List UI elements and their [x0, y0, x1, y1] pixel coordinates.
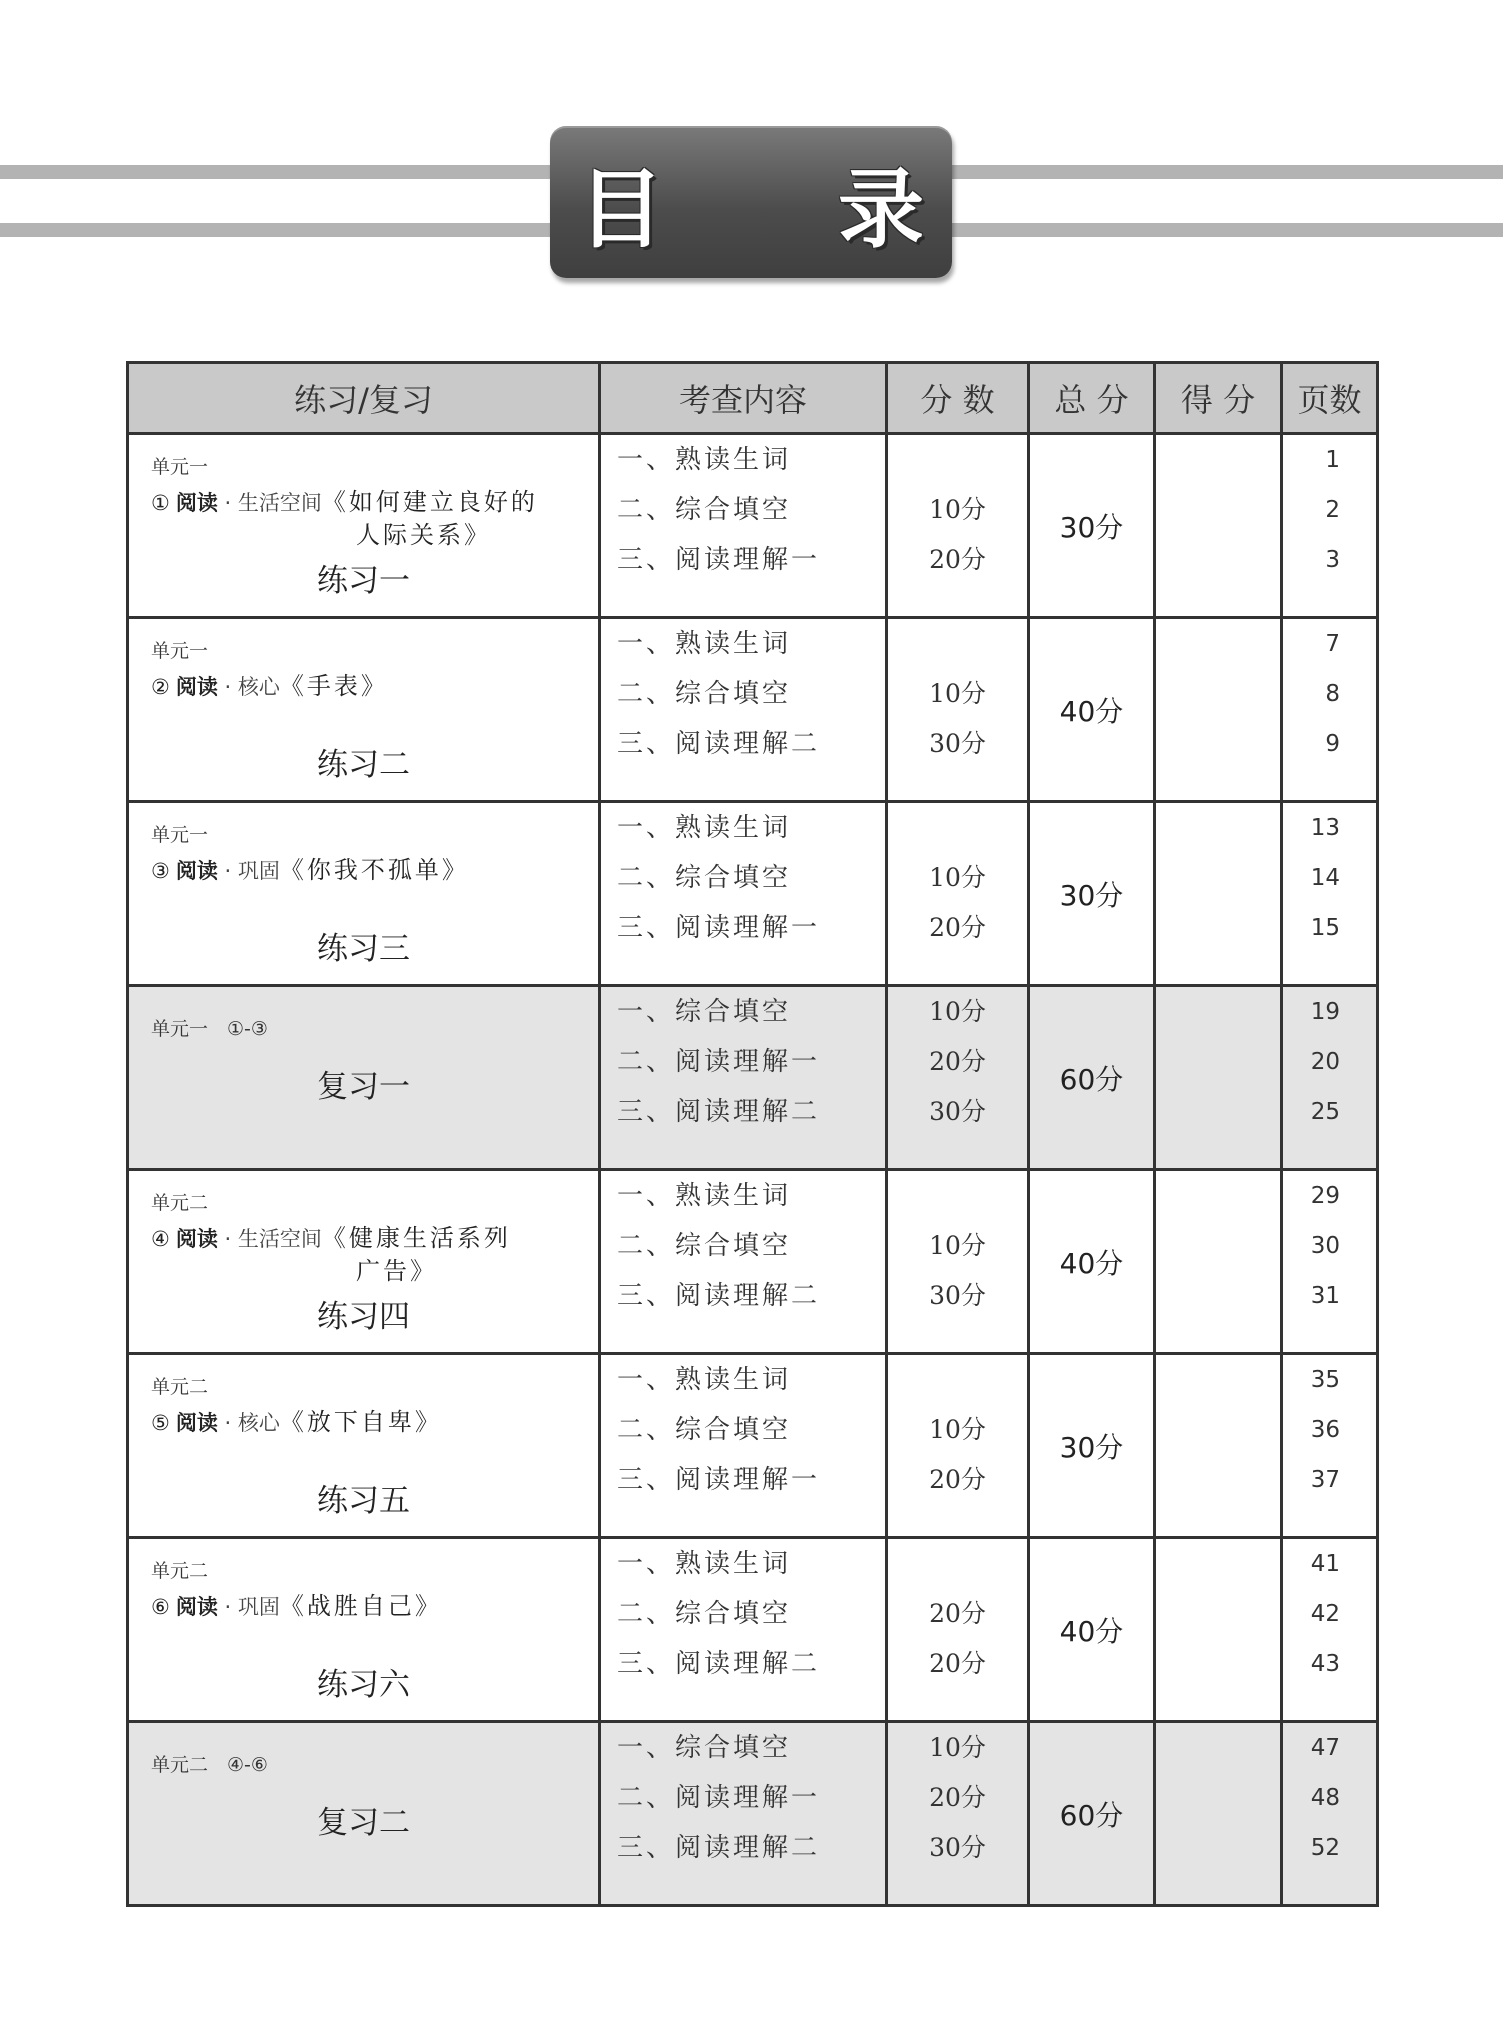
content-item: 二、综合填空: [617, 1231, 792, 1261]
lesson-section: · 生活空间: [224, 491, 322, 515]
exercise-cell: [128, 1170, 600, 1354]
page-number: 30: [1310, 1233, 1340, 1259]
lesson-title-continued: 广告》: [356, 1257, 437, 1285]
page-number: 9: [1325, 731, 1340, 757]
lesson-line: [151, 1218, 511, 1253]
score-item: [888, 619, 1027, 669]
content-item: 三、阅读理解二: [617, 1833, 821, 1863]
exercise-cell: [128, 618, 600, 802]
lesson-title: 《手表》: [279, 672, 388, 700]
page-number: 29: [1310, 1183, 1340, 1209]
lesson-section: · 核心: [224, 675, 280, 699]
total-score: 30分: [1029, 434, 1155, 618]
lesson-line: [151, 850, 469, 885]
lesson-read-label: 阅读: [175, 1227, 218, 1251]
lesson-line: [151, 666, 388, 701]
pages-cell: [1282, 802, 1378, 986]
exercise-cell: [128, 1722, 600, 1906]
header-pages: 页数: [1282, 363, 1378, 434]
lesson-number: ⑤: [151, 1411, 170, 1435]
lesson-section: · 巩固: [224, 1595, 280, 1619]
content-item: 一、熟读生词: [617, 445, 792, 475]
content-cell: [600, 986, 887, 1170]
content-item: 二、综合填空: [617, 495, 792, 525]
content-cell: [600, 618, 887, 802]
score-item: 30分: [929, 1281, 986, 1310]
page-number: 8: [1325, 681, 1340, 707]
lesson-title: 《健康生活系列: [321, 1224, 511, 1252]
page-number: 48: [1310, 1785, 1340, 1811]
content-item: 二、阅读理解一: [617, 1783, 821, 1813]
score-item: 30分: [929, 729, 986, 758]
page-number: 25: [1310, 1099, 1340, 1125]
header-row: [128, 363, 1378, 434]
obtained-score: [1155, 1722, 1282, 1906]
total-score: 40分: [1029, 1538, 1155, 1722]
score-cell: [887, 1538, 1029, 1722]
total-score: 30分: [1029, 1354, 1155, 1538]
score-item: 20分: [929, 913, 986, 942]
unit-label: 单元一: [151, 640, 209, 662]
pages-cell: [1282, 1722, 1378, 1906]
score-item: [888, 1355, 1027, 1405]
score-item: 10分: [929, 495, 986, 524]
content-item: 三、阅读理解二: [617, 1281, 821, 1311]
page-number: 2: [1325, 497, 1340, 523]
content-item: 二、综合填空: [617, 1415, 792, 1445]
lesson-section: · 生活空间: [224, 1227, 322, 1251]
exercise-cell: [128, 1538, 600, 1722]
lesson-title: 《你我不孤单》: [279, 856, 469, 884]
pages-cell: [1282, 1354, 1378, 1538]
content-item: 二、综合填空: [617, 1599, 792, 1629]
lesson-title: 《如何建立良好的: [321, 488, 538, 516]
exercise-name: 练习三: [317, 931, 410, 967]
lesson-read-label: 阅读: [175, 491, 218, 515]
score-item: 20分: [929, 1599, 986, 1628]
score-cell: [887, 1354, 1029, 1538]
score-cell: [887, 1170, 1029, 1354]
total-score: 40分: [1029, 1170, 1155, 1354]
lesson-number: ②: [151, 675, 170, 699]
header-content: 考查内容: [600, 363, 887, 434]
pages-cell: [1282, 1170, 1378, 1354]
content-item: 二、综合填空: [617, 863, 792, 893]
lesson-number: ③: [151, 859, 170, 883]
content-item: 一、综合填空: [617, 1733, 792, 1763]
content-cell: [600, 1354, 887, 1538]
content-cell: [600, 434, 887, 618]
lesson-title-continued: 人际关系》: [356, 521, 491, 549]
score-cell: [887, 1722, 1029, 1906]
title-plate: [550, 126, 996, 278]
content-item: 一、熟读生词: [617, 813, 792, 843]
header-obtained: 得 分: [1155, 363, 1282, 434]
table-row: [128, 618, 1378, 802]
pages-cell: [1282, 618, 1378, 802]
lesson-section: · 巩固: [224, 859, 280, 883]
content-cell: [600, 1170, 887, 1354]
content-item: 二、综合填空: [617, 679, 792, 709]
page-number: 13: [1310, 815, 1340, 841]
header-total: 总 分: [1029, 363, 1155, 434]
score-cell: [887, 618, 1029, 802]
content-item: 三、阅读理解二: [617, 1649, 821, 1679]
lesson-number: ④: [151, 1227, 170, 1251]
exercise-cell: [128, 986, 600, 1170]
lesson-number: ⑥: [151, 1595, 170, 1619]
content-item: 三、阅读理解一: [617, 1465, 821, 1495]
total-score: 60分: [1029, 986, 1155, 1170]
lesson-number: ①: [151, 491, 170, 515]
exercise-cell: [128, 434, 600, 618]
score-item: 30分: [929, 1097, 986, 1126]
page-number: 31: [1310, 1283, 1340, 1309]
obtained-score: [1155, 1170, 1282, 1354]
content-item: 三、阅读理解二: [617, 1097, 821, 1127]
unit-label: 单元二 ④-⑥: [151, 1754, 268, 1776]
score-item: [888, 435, 1027, 485]
page-number: 20: [1310, 1049, 1340, 1075]
lesson-read-label: 阅读: [175, 1595, 218, 1619]
content-cell: [600, 802, 887, 986]
content-item: 三、阅读理解一: [617, 913, 821, 943]
lesson-read-label: 阅读: [175, 675, 218, 699]
score-item: 10分: [929, 1415, 986, 1444]
page-number: 37: [1310, 1467, 1340, 1493]
page-number: 1: [1325, 447, 1340, 473]
pages-cell: [1282, 1538, 1378, 1722]
total-score: 40分: [1029, 618, 1155, 802]
table-row-review: [128, 986, 1378, 1170]
pages-cell: [1282, 986, 1378, 1170]
exercise-name: 练习一: [317, 563, 410, 599]
lesson-line: [151, 482, 538, 517]
exercise-name: 练习二: [317, 747, 410, 783]
content-item: 一、熟读生词: [617, 1365, 792, 1395]
content-item: 一、熟读生词: [617, 1549, 792, 1579]
score-item: 10分: [929, 863, 986, 892]
table-row: [128, 434, 1378, 618]
exercise-cell: [128, 1354, 600, 1538]
table-row: [128, 802, 1378, 986]
page-number: 35: [1310, 1367, 1340, 1393]
unit-label: 单元二: [151, 1560, 209, 1582]
content-item: 一、熟读生词: [617, 629, 792, 659]
obtained-score: [1155, 1538, 1282, 1722]
lesson-section: · 核心: [224, 1411, 280, 1435]
pages-cell: [1282, 434, 1378, 618]
unit-label: 单元一: [151, 824, 209, 846]
score-item: 10分: [929, 679, 986, 708]
page-number: 47: [1310, 1735, 1340, 1761]
header-exercise: 练习/复习: [128, 363, 600, 434]
lesson-line: [151, 1586, 442, 1621]
content-item: 一、熟读生词: [617, 1181, 792, 1211]
score-item: 20分: [929, 1783, 986, 1812]
obtained-score: [1155, 618, 1282, 802]
exercise-cell: [128, 802, 600, 986]
total-score: 60分: [1029, 1722, 1155, 1906]
page-title: 目 录: [578, 160, 996, 260]
unit-label: 单元一: [151, 456, 209, 478]
page-number: 42: [1310, 1601, 1340, 1627]
unit-label: 单元二: [151, 1192, 209, 1214]
table-row: [128, 1354, 1378, 1538]
exercise-name: 复习二: [317, 1805, 410, 1841]
exercise-name: 练习五: [317, 1483, 410, 1519]
unit-label: 单元一 ①-③: [151, 1018, 268, 1040]
page-number: 19: [1310, 999, 1340, 1025]
exercise-name: 练习六: [317, 1667, 410, 1703]
header-score: 分 数: [887, 363, 1029, 434]
score-item: [888, 1539, 1027, 1589]
score-item: 10分: [929, 1231, 986, 1260]
content-cell: [600, 1538, 887, 1722]
exercise-name: 复习一: [317, 1069, 410, 1105]
obtained-score: [1155, 434, 1282, 618]
score-item: 20分: [929, 1649, 986, 1678]
lesson-read-label: 阅读: [175, 859, 218, 883]
lesson-title: 《战胜自己》: [279, 1592, 442, 1620]
score-item: [888, 803, 1027, 853]
page-number: 3: [1325, 547, 1340, 573]
score-item: 10分: [929, 997, 986, 1026]
table-row-review: [128, 1722, 1378, 1906]
exercise-name: 练习四: [317, 1299, 410, 1335]
page-number: 36: [1310, 1417, 1340, 1443]
score-item: 20分: [929, 545, 986, 574]
page-number: 7: [1325, 631, 1340, 657]
content-item: 三、阅读理解二: [617, 729, 821, 759]
toc-table: [126, 361, 1379, 1907]
score-item: 10分: [929, 1733, 986, 1762]
score-item: [888, 1171, 1027, 1221]
page-number: 41: [1310, 1551, 1340, 1577]
content-item: 二、阅读理解一: [617, 1047, 821, 1077]
total-score: 30分: [1029, 802, 1155, 986]
score-item: 30分: [929, 1833, 986, 1862]
table-row: [128, 1170, 1378, 1354]
lesson-title: 《放下自卑》: [279, 1408, 442, 1436]
score-item: 20分: [929, 1465, 986, 1494]
page-number: 14: [1310, 865, 1340, 891]
content-item: 三、阅读理解一: [617, 545, 821, 575]
content-item: 一、综合填空: [617, 997, 792, 1027]
content-cell: [600, 1722, 887, 1906]
obtained-score: [1155, 986, 1282, 1170]
obtained-score: [1155, 802, 1282, 986]
score-cell: [887, 986, 1029, 1170]
page-number: 43: [1310, 1651, 1340, 1677]
score-cell: [887, 802, 1029, 986]
lesson-read-label: 阅读: [175, 1411, 218, 1435]
obtained-score: [1155, 1354, 1282, 1538]
lesson-line: [151, 1402, 442, 1437]
page-number: 52: [1310, 1835, 1340, 1861]
score-cell: [887, 434, 1029, 618]
unit-label: 单元二: [151, 1376, 209, 1398]
table-row: [128, 1538, 1378, 1722]
page-number: 15: [1310, 915, 1340, 941]
score-item: 20分: [929, 1047, 986, 1076]
